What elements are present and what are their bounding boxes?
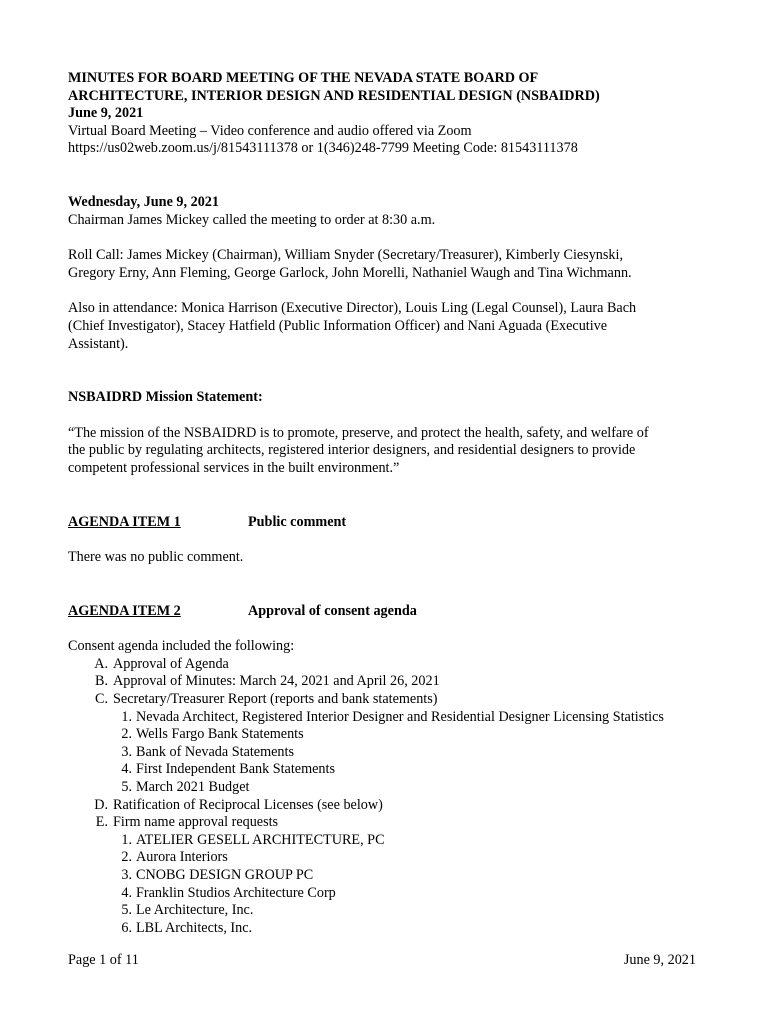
list-item-text: LBL Architects, Inc. (136, 919, 253, 936)
list-item-text: Approval of Agenda (113, 655, 229, 672)
agenda-item-2-number: AGENDA ITEM 2 (68, 602, 181, 619)
agenda-item-1-number: AGENDA ITEM 1 (68, 513, 181, 530)
meeting-date: June 9, 2021 (68, 105, 144, 122)
list-item-text: Ratification of Reciprocal Licenses (see below) (113, 796, 383, 813)
consent-agenda-intro: Consent agenda included the following: (68, 638, 295, 655)
list-item-text: CNOBG DESIGN GROUP PC (136, 867, 314, 883)
list-item (68, 814, 708, 832)
list-marker: 5. (121, 779, 132, 796)
mission-line-2: the public by regulating architects, registered interior designers, and residential designers to provide (68, 442, 636, 459)
list-marker: 4. (121, 761, 132, 778)
list-item-text: Secretary/Treasurer Report (reports and bank statements) (113, 691, 438, 708)
list-marker: 4. (121, 884, 132, 901)
agenda-item-1-title: Public comment (248, 513, 347, 530)
list-item (68, 673, 708, 691)
call-to-order: Chairman James Mickey called the meeting to order at 8:30 a.m. (68, 211, 436, 228)
list-marker: 5. (121, 902, 132, 919)
list-item-text: ATELIER GESELL ARCHITECTURE, PC (136, 831, 385, 848)
attendance-line-3: Assistant). (68, 335, 129, 352)
sub-list-item (68, 761, 708, 779)
sub-list-item (68, 867, 708, 885)
list-marker: 2. (121, 849, 132, 866)
zoom-link-line: https://us02web.zoom.us/j/81543111378 or 1(346)248-7799 Meeting Code: 81543111378 (68, 140, 578, 157)
list-marker: 1. (121, 831, 132, 848)
list-marker: C. (94, 691, 108, 708)
list-marker: A. (94, 655, 108, 672)
list-item (68, 797, 708, 815)
list-marker: 3. (121, 867, 132, 883)
agenda-item-2-heading (68, 603, 708, 621)
list-item-text: Le Architecture, Inc. (136, 902, 254, 919)
document-title-line-1: MINUTES FOR BOARD MEETING OF THE NEVADA STATE BOARD OF (68, 70, 539, 86)
mission-line-3: competent professional services in the built environment.” (68, 459, 400, 476)
sub-list-item (68, 920, 708, 938)
list-marker: 6. (121, 919, 132, 936)
sub-list-item (68, 849, 708, 867)
list-marker: 3. (121, 743, 132, 760)
list-item (68, 656, 708, 674)
page-number: Page 1 of 11 (68, 952, 139, 968)
list-marker: E. (95, 814, 108, 831)
list-marker: B. (94, 673, 108, 690)
list-item-text: Bank of Nevada Statements (136, 743, 294, 760)
roll-call-line-2: Gregory Erny, Ann Fleming, George Garlock, John Morelli, Nathaniel Waugh and Tina Wichmann. (68, 264, 632, 281)
attendance-line-1: Also in attendance: Monica Harrison (Executive Director), Louis Ling (Legal Counsel), Laura Bach (68, 300, 637, 317)
sub-list-item (68, 779, 708, 797)
sub-list-item (68, 744, 708, 762)
list-item-text: Franklin Studios Architecture Corp (136, 884, 336, 901)
attendance-line-2: (Chief Investigator), Stacey Hatfield (Public Information Officer) and Nani Aguada (Executive (68, 317, 608, 334)
consent-agenda-list (68, 656, 708, 938)
document-title-line-2: ARCHITECTURE, INTERIOR DESIGN AND RESIDENTIAL DESIGN (NSBAIDRD) (68, 87, 600, 104)
sub-list-item (68, 885, 708, 903)
sub-list-item (68, 726, 708, 744)
virtual-meeting-line: Virtual Board Meeting – Video conference and audio offered via Zoom (68, 122, 472, 139)
document-body (68, 70, 708, 937)
list-item-text: Wells Fargo Bank Statements (136, 726, 304, 743)
list-item-text: Firm name approval requests (113, 814, 279, 831)
list-marker: 2. (121, 726, 132, 743)
mission-line-1: “The mission of the NSBAIDRD is to promote, preserve, and protect the health, safety, and welfare of (68, 424, 649, 441)
sub-list-item (68, 709, 708, 727)
agenda-item-1-body: There was no public comment. (68, 549, 244, 566)
agenda-item-1-heading (68, 514, 708, 532)
footer-date: June 9, 2021 (623, 952, 696, 968)
list-item (68, 691, 708, 709)
mission-heading: NSBAIDRD Mission Statement: (68, 389, 263, 406)
list-marker: 1. (121, 708, 132, 725)
agenda-item-2-title: Approval of consent agenda (248, 602, 417, 619)
sub-list-item (68, 902, 708, 920)
list-item-text: March 2021 Budget (136, 779, 250, 796)
page-footer (68, 952, 696, 970)
list-item-text: Aurora Interiors (136, 849, 228, 866)
roll-call-line-1: Roll Call: James Mickey (Chairman), William Snyder (Secretary/Treasurer), Kimberly Ciesynski, (68, 247, 623, 264)
list-item-text: Approval of Minutes: March 24, 2021 and April 26, 2021 (113, 673, 440, 690)
list-marker: D. (94, 796, 108, 813)
list-item-text: Nevada Architect, Registered Interior Designer and Residential Designer Licensing Statistics (136, 708, 664, 725)
sub-list-item (68, 832, 708, 850)
list-item-text: First Independent Bank Statements (136, 761, 335, 778)
meeting-day-heading: Wednesday, June 9, 2021 (68, 193, 219, 210)
